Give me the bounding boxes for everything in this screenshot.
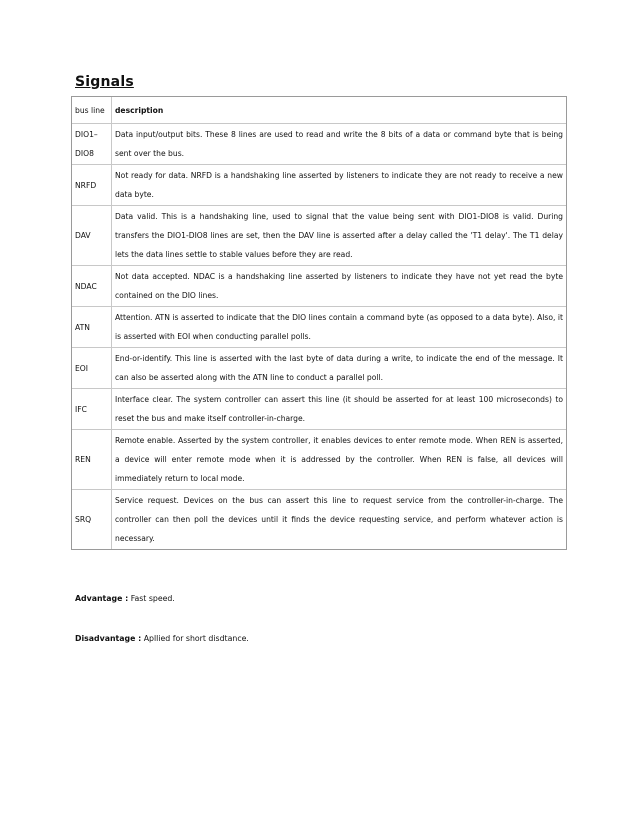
table-row — [72, 206, 566, 266]
header-description: description — [112, 97, 566, 124]
description-cell: Interface clear. The system controller can assert this line (it should be asserted for at least 100 microseconds) to reset the bus and make itself controller-in-charge. — [112, 389, 566, 430]
description-cell: Data input/output bits. These 8 lines are used to read and write the 8 bits of a data or command byte that is being sent over the bus. — [112, 124, 566, 165]
table-header-row — [72, 97, 566, 124]
table-row — [72, 307, 566, 348]
disadvantage-label: Disadvantage : — [75, 634, 142, 643]
table-row — [72, 348, 566, 389]
bus-line-cell: NDAC — [72, 266, 112, 307]
table-row — [72, 490, 566, 549]
advantage-text: Fast speed. — [130, 594, 175, 603]
table-row — [72, 165, 566, 206]
bus-line-cell: SRQ — [72, 490, 112, 549]
advantage-label: Advantage : — [75, 594, 129, 603]
table-row — [72, 266, 566, 307]
section-heading: Signals — [75, 74, 134, 90]
disadvantage-text: Apllied for short disdtance. — [143, 634, 249, 643]
signals-table — [71, 96, 567, 550]
bus-line-cell: IFC — [72, 389, 112, 430]
description-cell: Data valid. This is a handshaking line, used to signal that the value being sent with DIO1-DIO8 is valid. During transfers the DIO1-DIO8 lines are set, then the DAV line is asserted after a delay called the 'T1 delay'. The T1 delay lets the data lines settle to stable values before they are read. — [112, 206, 566, 266]
bus-line-cell: REN — [72, 430, 112, 490]
description-cell: Not data accepted. NDAC is a handshaking line asserted by listeners to indicate they have not yet read the byte contained on the DIO lines. — [112, 266, 566, 307]
bus-line-cell: ATN — [72, 307, 112, 348]
bus-line-cell: DAV — [72, 206, 112, 266]
bus-line-cell: DIO1–DIO8 — [72, 124, 112, 165]
bus-line-cell: NRFD — [72, 165, 112, 206]
advantage-note — [75, 593, 175, 605]
table-row — [72, 430, 566, 490]
description-cell: Attention. ATN is asserted to indicate that the DIO lines contain a command byte (as opposed to a data byte). Also, it is asserted with EOI when conducting parallel polls. — [112, 307, 566, 348]
header-bus-line: bus line — [72, 97, 112, 124]
description-cell: End-or-identify. This line is asserted with the last byte of data during a write, to indicate the end of the message. It can also be asserted along with the ATN line to conduct a parallel poll. — [112, 348, 566, 389]
disadvantage-note — [75, 633, 249, 645]
table-row — [72, 124, 566, 165]
description-cell: Service request. Devices on the bus can assert this line to request service from the controller-in-charge. The controller can then poll the devices until it finds the device requesting service, and perform whatever action is necessary. — [115, 496, 563, 543]
table-row — [72, 389, 566, 430]
description-cell: Not ready for data. NRFD is a handshaking line asserted by listeners to indicate they are not ready to receive a new data byte. — [112, 165, 566, 206]
description-cell: Remote enable. Asserted by the system controller, it enables devices to enter remote mode. When REN is asserted, a device will enter remote mode when it is addressed by the controller. When REN is false, all devices will immediately return to local mode. — [112, 430, 566, 490]
bus-line-cell: EOI — [72, 348, 112, 389]
